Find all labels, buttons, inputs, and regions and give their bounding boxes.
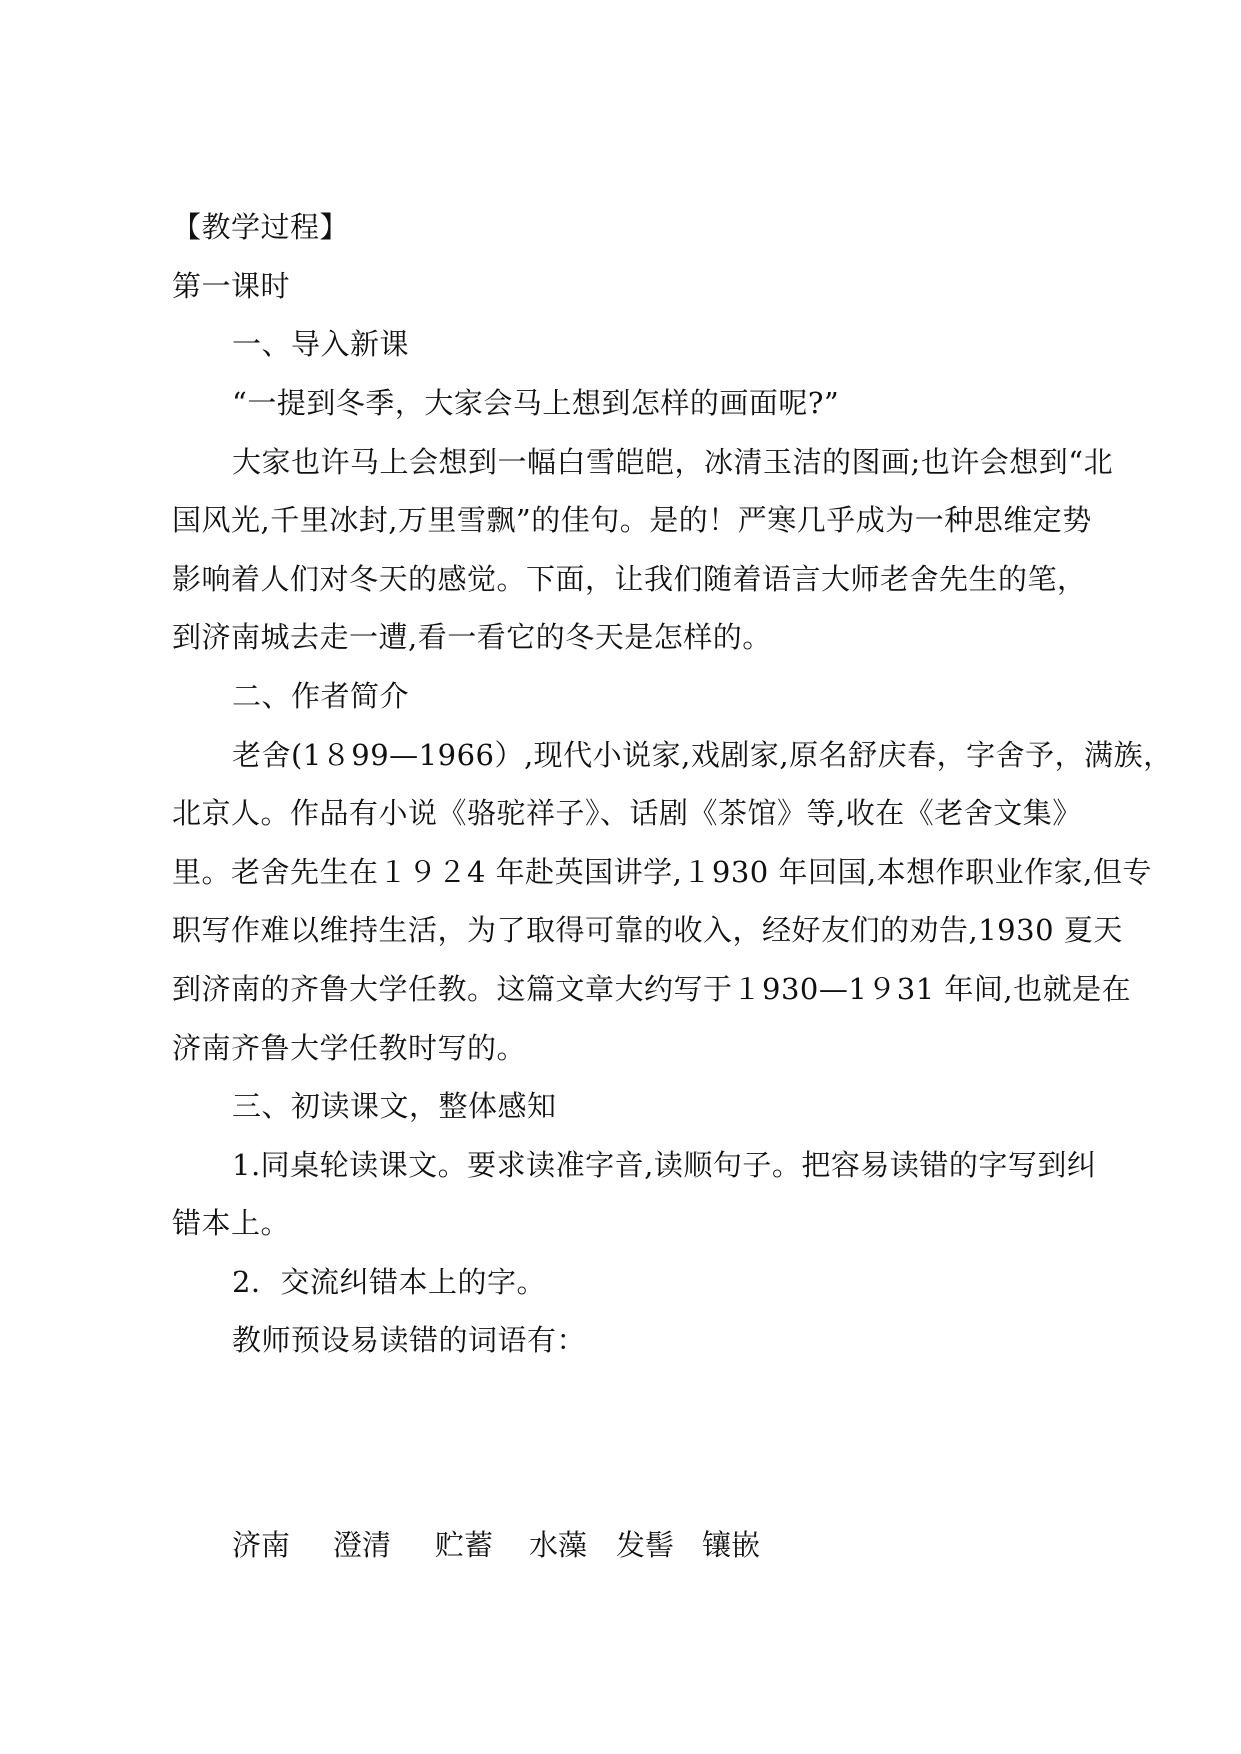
lesson-label: 第一课时 [172,269,291,303]
intro-paragraph-line: 大家也许马上会想到一幅白雪皑皑，冰清玉洁的图画;也许会想到“北 [232,445,1114,479]
author-paragraph-line: 到济南的齐鲁大学任教。这篇文章大约写于１930—1９31 年间,也就是在 [172,972,1132,1006]
author-paragraph-line: 里。老舍先生在１９２4 年赴英国讲学,１930 年回国,本想作职业作家,但专 [172,855,1152,889]
vocab-word: 济南 [232,1528,291,1562]
reading-item-line: 错本上。 [172,1206,291,1240]
preset-words-label: 教师预设易读错的词语有： [232,1323,587,1357]
intro-paragraph-line: 国风光,千里冰封,万里雪飘”的佳句。是的！严寒几乎成为一种思维定势 [172,503,1092,537]
reading-item-line: 1.同桌轮读课文。要求读准字音,读顺句子。把容易读错的字写到纠 [232,1148,1097,1182]
vocab-word: 镶嵌 [702,1528,761,1562]
author-paragraph-line: 职写作难以维持生活，为了取得可靠的收入，经好友们的劝告,1930 夏天 [172,913,1123,947]
vocab-word: 水藻 [529,1528,588,1562]
vocab-word: 澄清 [333,1528,392,1562]
vocab-word: 发髻 [616,1528,675,1562]
author-paragraph-line: 老舍(1８99—1966）,现代小说家,戏剧家,原名舒庆春，字舍予，满族， [232,738,1173,772]
vocab-word: 贮蓄 [435,1528,494,1562]
author-paragraph-line: 北京人。作品有小说《骆驼祥子》、话剧《茶馆》等,收在《老舍文集》 [172,796,1082,830]
reading-item-2: 2．交流纠错本上的字。 [232,1265,546,1299]
section-title-reading: 三、初读课文，整体感知 [232,1089,557,1123]
intro-paragraph-line: 到济南城去走一遭,看一看它的冬天是怎样的。 [172,620,772,654]
intro-quote: “一提到冬季，大家会马上想到怎样的画面呢?” [232,386,840,420]
intro-paragraph-line: 影响着人们对冬天的感觉。下面，让我们随着语言大师老舍先生的笔， [172,562,1087,596]
section-title-intro: 一、导入新课 [232,327,410,361]
section-heading: 【教学过程】 [172,210,350,244]
section-title-author: 二、作者简介 [232,679,410,713]
author-paragraph-line: 济南齐鲁大学任教时写的。 [172,1031,527,1065]
